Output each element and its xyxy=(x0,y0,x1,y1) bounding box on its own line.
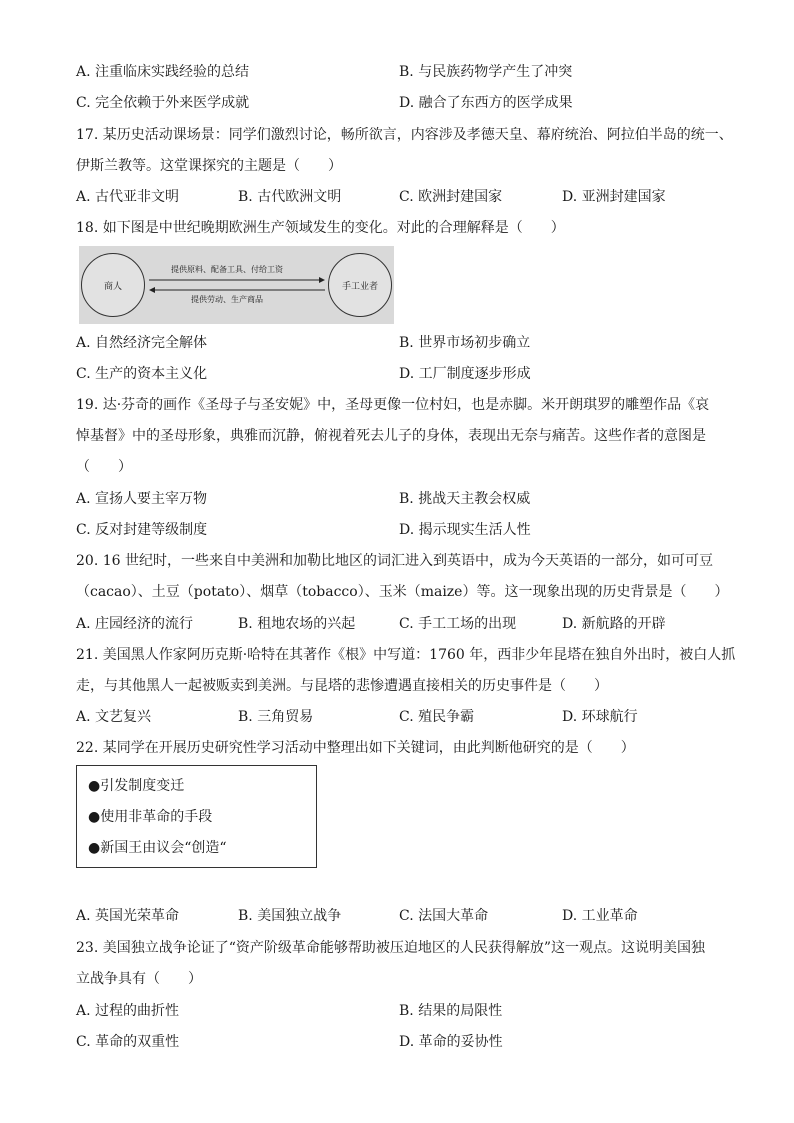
q16-option-b: B. 与民族药物学产生了冲突 xyxy=(399,64,573,80)
q22-keyword-2: ●使用非革命的手段 xyxy=(88,809,213,825)
q23-option-a: A. 过程的曲折性 xyxy=(76,1003,180,1019)
q23-option-d: D. 革命的妥协性 xyxy=(399,1034,503,1050)
q23-stem-line-2: 立战争具有（ ） xyxy=(76,971,202,987)
q19-option-a: A. 宣扬人要主宰万物 xyxy=(76,491,208,507)
bottom-arrow-label: 提供劳动、生产商品 xyxy=(191,295,263,304)
q19-stem-line-3: （ ） xyxy=(76,459,132,475)
q20-option-c: C. 手工工场的出现 xyxy=(399,616,517,632)
q16-option-d: D. 融合了东西方的医学成果 xyxy=(399,95,573,111)
q22-option-b: B. 美国独立战争 xyxy=(238,908,342,924)
q17-option-b: B. 古代欧洲文明 xyxy=(238,189,342,205)
q17-option-c: C. 欧洲封建国家 xyxy=(399,189,503,205)
q18-option-c: C. 生产的资本主义化 xyxy=(76,366,208,382)
right-arrow-head xyxy=(319,277,325,283)
q18-option-b: B. 世界市场初步确立 xyxy=(399,335,531,351)
q22-option-a: A. 英国光荣革命 xyxy=(76,908,180,924)
q18-option-a: A. 自然经济完全解体 xyxy=(76,335,208,351)
q23-option-c: C. 革命的双重性 xyxy=(76,1034,180,1050)
left-arrow-head xyxy=(149,287,155,293)
q16-option-a: A. 注重临床实践经验的总结 xyxy=(76,64,250,80)
q21-option-c: C. 殖民争霸 xyxy=(399,709,475,725)
q21-option-d: D. 环球航行 xyxy=(562,709,638,725)
q16-option-c: C. 完全依赖于外来医学成就 xyxy=(76,95,250,111)
q17-option-a: A. 古代亚非文明 xyxy=(76,189,180,205)
q19-option-d: D. 揭示现实生活人性 xyxy=(399,522,531,538)
q18-diagram xyxy=(79,246,394,324)
q23-option-b: B. 结果的局限性 xyxy=(399,1003,503,1019)
q21-option-b: B. 三角贸易 xyxy=(238,709,314,725)
top-arrow-label: 提供原料、配备工具、付给工资 xyxy=(171,265,283,274)
q19-stem-line-1: 19. 达·芬奇的画作《圣母子与圣安妮》中，圣母更像一位村妇，也是赤脚。米开朗琪罗的雕塑作品《哀 xyxy=(76,397,710,413)
craftsman-circle: 手工业者 xyxy=(328,253,392,317)
q22-keyword-3: ●新国王由议会“创造“ xyxy=(88,840,227,856)
merchant-circle: 商人 xyxy=(81,253,145,317)
q21-option-a: A. 文艺复兴 xyxy=(76,709,152,725)
q20-stem-line-1: 20. 16 世纪时，一些来自中美洲和加勒比地区的词汇进入到英语中，成为今天英语的一部分，如可可豆 xyxy=(76,553,713,569)
q17-stem-line-1: 17. 某历史活动课场景：同学们激烈讨论，畅所欲言，内容涉及孝德天皇、幕府统治、阿拉伯半岛的统一、 xyxy=(76,127,733,143)
q22-option-c: C. 法国大革命 xyxy=(399,908,489,924)
arrows xyxy=(79,246,394,324)
q21-stem-line-1: 21. 美国黑人作家阿历克斯·哈特在其著作《根》中写道：1760 年，西非少年昆塔在独自外出时，被白人抓 xyxy=(76,647,736,663)
q21-stem-line-2: 走，与其他黑人一起被贩卖到美洲。与昆塔的悲惨遭遇直接相关的历史事件是（ ） xyxy=(76,678,608,694)
q22-keyword-box xyxy=(76,765,317,868)
q22-stem-line-1: 22. 某同学在开展历史研究性学习活动中整理出如下关键词，由此判断他研究的是（ ） xyxy=(76,740,635,756)
q22-option-d: D. 工业革命 xyxy=(562,908,638,924)
q17-option-d: D. 亚洲封建国家 xyxy=(562,189,666,205)
q20-stem-line-2: （cacao）、土豆（potato）、烟草（tobacco）、玉米（maize）等。这一现象出现的历史背景是（ ） xyxy=(76,584,729,600)
q20-option-b: B. 租地农场的兴起 xyxy=(238,616,356,632)
q18-option-d: D. 工厂制度逐步形成 xyxy=(399,366,531,382)
q20-option-a: A. 庄园经济的流行 xyxy=(76,616,194,632)
q19-stem-line-2: 悼基督》中的圣母形象，典雅而沉静，俯视着死去儿子的身体，表现出无奈与痛苦。这些作者的意图是 xyxy=(76,428,706,444)
q20-option-d: D. 新航路的开辟 xyxy=(562,616,666,632)
q22-keyword-1: ●引发制度变迁 xyxy=(88,778,185,794)
q17-stem-line-2: 伊斯兰教等。这堂课探究的主题是（ ） xyxy=(76,158,342,174)
q23-stem-line-1: 23. 美国独立战争论证了“资产阶级革命能够帮助被压迫地区的人民获得解放”这一观点。这说明美国独 xyxy=(76,940,706,956)
q18-stem-line-1: 18. 如下图是中世纪晚期欧洲生产领域发生的变化。对此的合理解释是（ ） xyxy=(76,220,565,236)
q19-option-c: C. 反对封建等级制度 xyxy=(76,522,208,538)
q19-option-b: B. 挑战天主教会权威 xyxy=(399,491,531,507)
